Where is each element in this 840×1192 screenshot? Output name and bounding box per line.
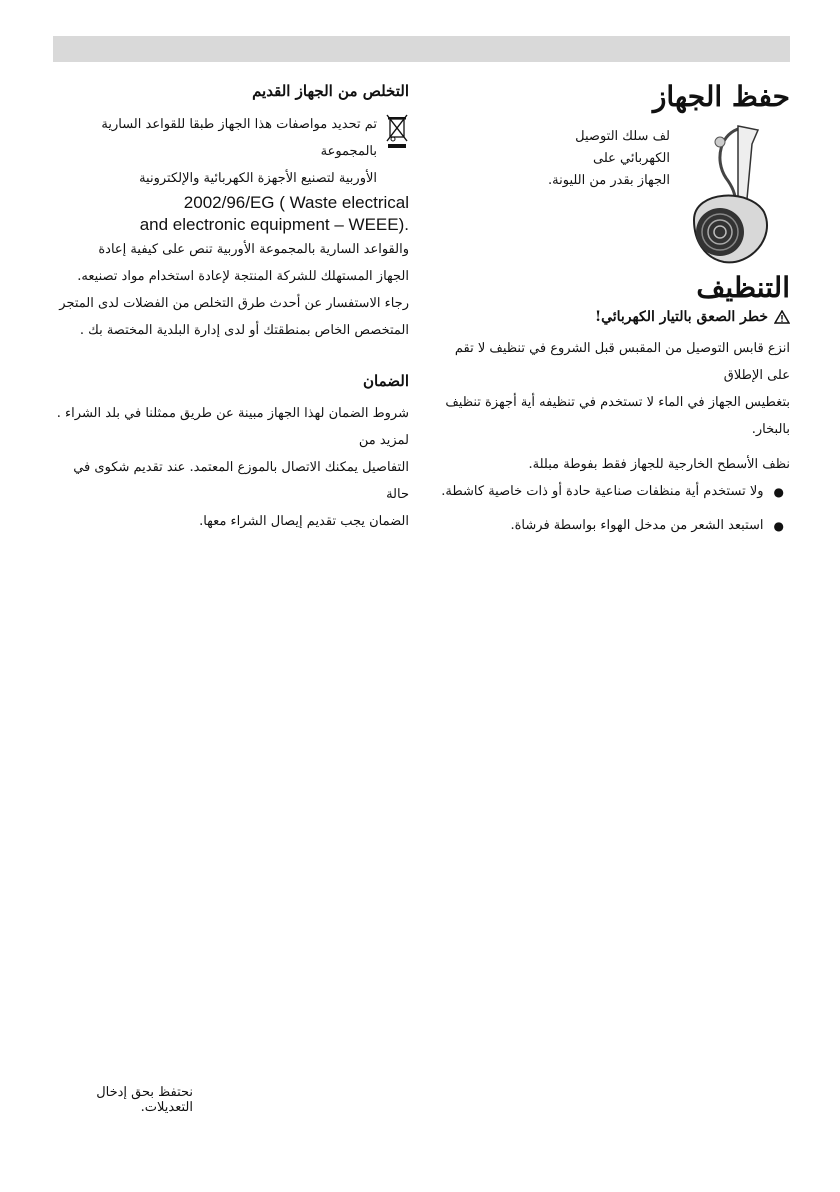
hair-dryer-illustration (680, 120, 790, 270)
bullet-icon: ● (773, 484, 784, 499)
cleaning-para2: نظف الأسطح الخارجية للجهاز فقط بفوطة مبللة. (528, 456, 790, 472)
cleaning-title: التنظيف (696, 271, 790, 304)
disposal-line: الجهاز المستهلك للشركة المنتجة لإعادة استخدام مواد تصنيعه. (77, 268, 409, 284)
cleaning-para1-line: بتغطيس الجهاز في الماء لا تستخدم في تنظيفه أية أجهزة تنظيف بالبخار. (445, 394, 790, 437)
right-column (440, 80, 790, 550)
disposal-line: المتخصص الخاص بمنطقتك أو لدى إدارة البلدية المختصة بك . (79, 322, 409, 338)
bullet-icon: ● (773, 518, 784, 533)
warranty-title: الضمان (362, 371, 409, 390)
disposal-line: رجاء الاستفسار عن أحدث طرق التخلص من الفضلات لدى المتجر (59, 295, 409, 311)
warranty-line: التفاصيل يمكنك الاتصال بالموزع المعتمد. عند تقديم شكوى في حالة (73, 460, 409, 502)
warning-triangle-icon (774, 310, 790, 324)
cleaning-para1-line: انزع قابس التوصيل من المقبس قبل الشروع في تنظيف لا تقم على الإطلاق (454, 340, 790, 383)
left-column (53, 80, 409, 535)
disposal-line: تم تحديد مواصفات هذا الجهاز طبقا للقواعد السارية بالمجموعة (101, 116, 377, 159)
storage-text (500, 126, 670, 192)
storage-line: لف سلك التوصيل (575, 129, 670, 144)
disposal-text-a (53, 111, 377, 192)
crossed-bin-icon (385, 113, 409, 149)
header-bar (53, 36, 790, 62)
storage-line: الكهربائي على (593, 151, 670, 166)
warning-text: خطر الصعق بالتيار الكهربائي! (594, 308, 768, 325)
storage-section (440, 80, 790, 255)
directive-line: and electronic equipment – WEEE). (139, 214, 409, 234)
cleaning-bullets (440, 482, 790, 536)
list-item: ● ولا تستخدم أية منظفات صناعية حادة أو ذات خاصية كاشطة. (440, 482, 790, 502)
list-item: ● استبعد الشعر من مدخل الهواء بواسطة فرشاة. (440, 516, 790, 536)
storage-title: حفظ الجهاز (652, 80, 790, 113)
disposal-body (53, 111, 409, 192)
directive-line: 2002/96/EG ( Waste electrical (183, 192, 409, 212)
cleaning-warning (440, 309, 790, 325)
disposal-line: والقواعد السارية بالمجموعة الأوربية تنص على كيفية إعادة (98, 241, 409, 257)
warranty-line: الضمان يجب تقديم إيصال الشراء معها. (199, 514, 409, 529)
storage-line: الجهاز بقدر من الليونة. (548, 173, 670, 188)
disposal-title: التخلص من الجهاز القديم (252, 82, 409, 100)
disposal-line: الأوربية لتصنيع الأجهزة الكهربائية والإلكترونية (139, 170, 377, 186)
warranty-line: شروط الضمان لهذا الجهاز مبينة عن طريق ممثلنا في بلد الشراء . لمزيد من (56, 406, 409, 448)
footer-note: نحتفظ بحق إدخال التعديلات. (96, 1085, 193, 1115)
